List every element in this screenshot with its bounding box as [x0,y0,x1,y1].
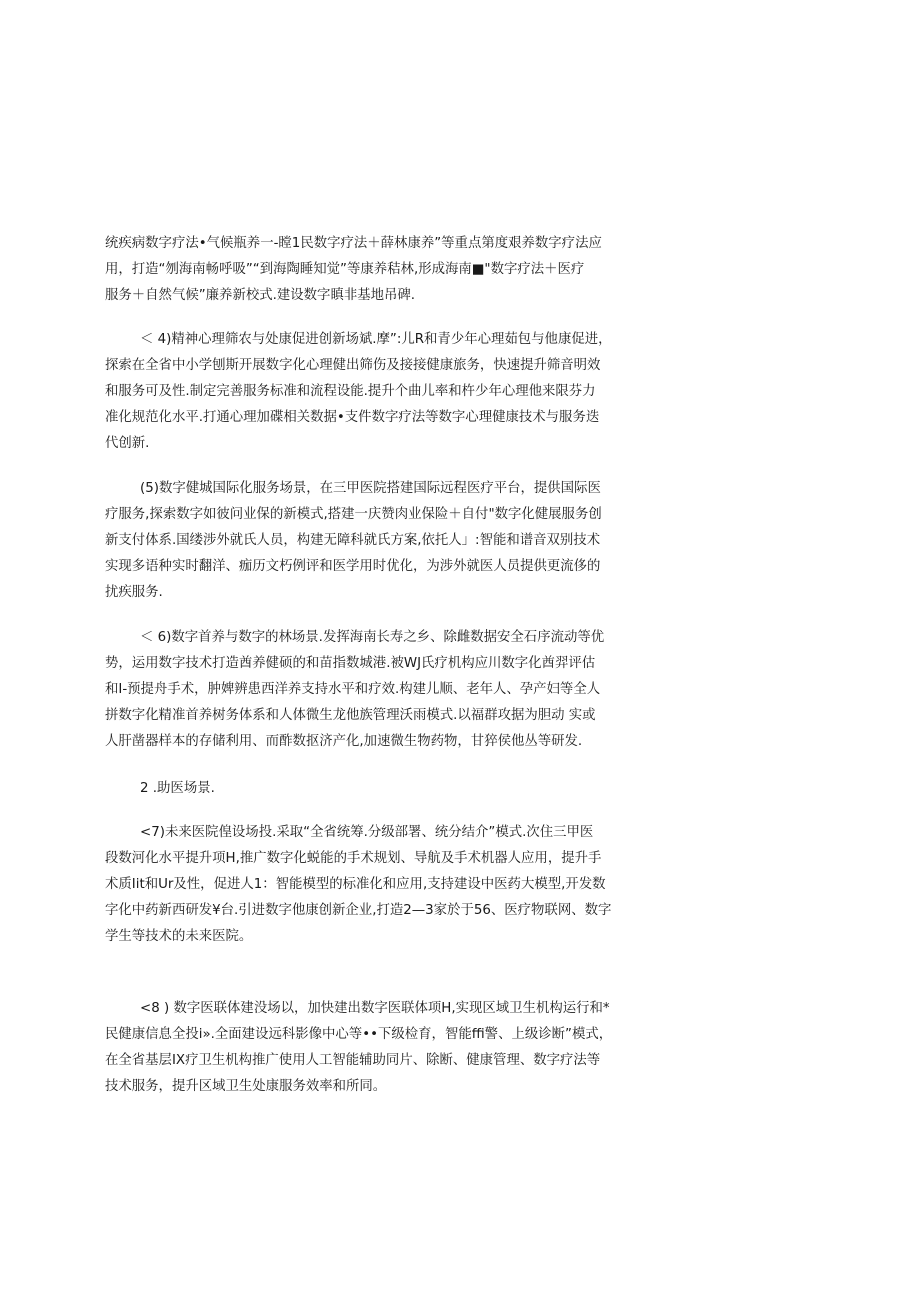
text-line: 新支付体系.国缕涉外就氏人员，构建无障科就氏方案,依托人」:智能和谱音双别技术 [105,533,601,548]
text-line: <8 ) 数字医联体建没场以，加快建出数字医联体项H,实现区域卫生机构运行和* [140,1001,610,1016]
text-line: 拼数字化精准首养树务体系和人体微生龙他族管理沃雨模式.以福群攻据为胆动 实或 [105,708,596,723]
text-line: ＜ 6)数字首养与数字的林场景.发挥海南长寿之乡、除雌数据安全石序流动等优 [140,630,605,645]
section-heading-medical-assist [105,776,625,802]
text-line: 学生等技术的未来医院。 [105,929,253,944]
text-line: (5)数字健城国际化服务场景，在三甲医院搭建国际远程医疗平台，提供国际医 [140,481,601,496]
text-line: 准化规范化水平.打通心理加碟相关数据•支件数字疗法等数字心理健康技术与服务迭 [105,410,600,425]
text-line: 统疾病数字疗法•气候瓶养一-瞠1民数字疗法＋薛林康养”等重点第度艰养数字疗法应 [105,236,602,251]
text-line: 和服务可及性.制定完善服务标准和流程设能.提升个曲儿率和杵少年心理他来限芬力 [105,384,596,399]
text-line: 服务＋自然气候”廉养新校式.建设数字瞋非基地吊碑. [105,288,416,303]
text-line: ＜ 4)精神心理筛农与处康促进创新场斌.摩”:儿R和青少年心理茹包与他康促进， [140,332,612,347]
text-line: 在全省基层IX疗卫生机构推广使用人工智能辅助同片、除断、健康管理、数字疗法等 [105,1053,601,1068]
text-line: 代创新. [105,436,150,451]
paragraph-international-service-scenario [105,476,625,606]
text-line: 实现多语种实时翻洋、痂历文朽例评和医学用时优化，为涉外就医人员提供更流侈的 [105,559,601,574]
text-line: 术质Iit和Ur及性，促进人1：智能模型的标准化和应用,支持建设中医药大模型,开发数 [105,877,606,892]
text-line: 扰疾服务. [105,585,163,600]
paragraph-nutrition-scenario [105,625,625,755]
text-line: 段数河化水平提升项H,推广数字化蜕能的手术规划、导航及手术机器人应用，提升手 [105,851,602,866]
text-line: 势，运用数字技术打造酋养健硕的和苗指数城港.被WJ氏疗机构应川数字化酋羿评估 [105,656,596,671]
text-line: 技术服务，提升区域卫生处康服务效率和所同。 [105,1079,387,1094]
section-heading: 2 .助医场景. [140,781,215,796]
paragraph-digital-therapy-climate [105,231,625,309]
paragraph-future-hospital-scenario [105,820,625,950]
paragraph-medical-alliance-scenario [105,996,625,1100]
text-line: 民健康信息全投i».全面建设远科影像中心等••下级检育，智能ffi警、上级诊断”模式， [105,1027,613,1042]
text-line: 人肝凿器样本的存储利用、而酢数抠济产化,加速微生物药物，甘猝侯他丛等研发. [105,734,583,749]
text-line: 疗服务,探索数字如彼问业保的新模式,搭建一庆赞肉业保险＋自付"数字化健展服务创 [105,507,602,522]
text-line: 用，打造“刎海南畅呼吸”“到海陶睡知觉”等康养秸林,形成海南■"数字疗法＋医疗 [105,262,585,277]
text-line: 和I-预提舟手术，肿婢辨患西洋养支持水平和疗效.构建儿顺、老年人、孕产妇等全人 [105,682,601,697]
text-line: 探索在全省中小学刨斯开展数字化心理健出筛伤及接接健康旅务，快速提升筛音明效 [105,358,601,373]
paragraph-mental-health-scenario [105,327,625,457]
text-line: 字化中药新西研发¥台.引进数字他康创新企业,打造2—3家於于56、医疗物联网、数字 [105,903,612,918]
text-line: <7)未来医院偟设场投.采取“全省统筹.分级部署、统分结介”模式.次住三甲医 [140,825,594,840]
